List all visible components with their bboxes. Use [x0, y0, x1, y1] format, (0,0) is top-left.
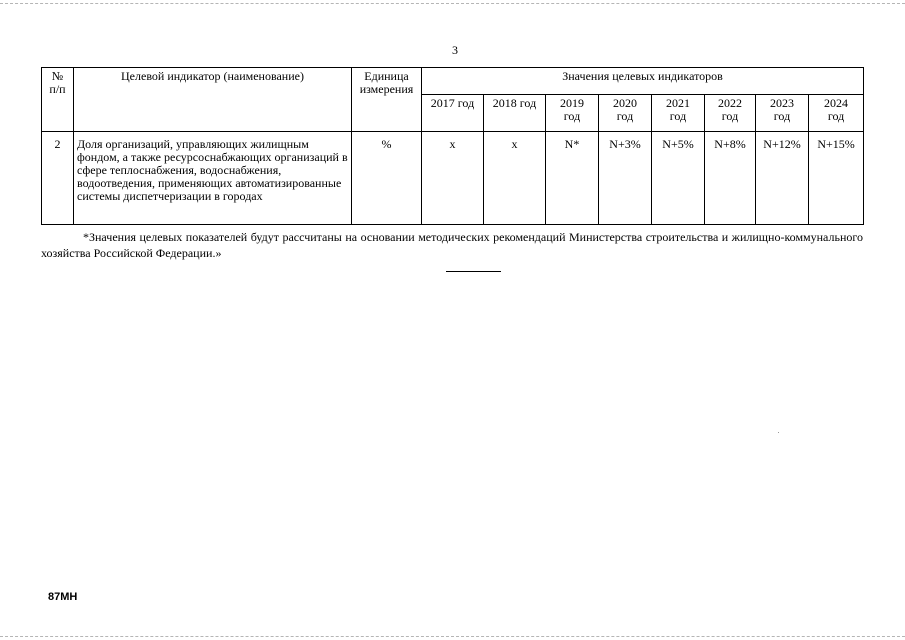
row-value-2021: N+5%	[652, 132, 705, 225]
header-year-2017: 2017 год	[422, 95, 484, 132]
header-indicator: Целевой индикатор (наименование)	[74, 68, 352, 132]
page-top-edge	[0, 3, 905, 4]
header-year-2018: 2018 год	[484, 95, 546, 132]
row-unit: %	[352, 132, 422, 225]
scan-speck	[778, 432, 779, 433]
header-year-2020: 2020 год	[599, 95, 652, 132]
header-year-2022: 2022 год	[705, 95, 756, 132]
table-row	[42, 132, 864, 225]
header-year-2024: 2024 год	[809, 95, 864, 132]
row-value-2018: x	[484, 132, 546, 225]
row-indicator-name: Доля организаций, управляющих жилищным фондом, а также ресурсоснабжающих организаций в сфере теплоснабжения, водоснабжения, водоотведения, применяющих автоматизированные системы диспетчеризации в городах	[74, 132, 352, 225]
document-code: 87МН	[48, 591, 78, 603]
closing-rule	[446, 271, 501, 272]
header-number: № п/п	[42, 68, 74, 132]
row-number: 2	[42, 132, 74, 225]
header-year-2019: 2019 год	[546, 95, 599, 132]
row-value-2022: N+8%	[705, 132, 756, 225]
header-values-group: Значения целевых индикаторов	[422, 68, 864, 95]
header-year-2021: 2021 год	[652, 95, 705, 132]
row-value-2023: N+12%	[756, 132, 809, 225]
footnote: *Значения целевых показателей будут рассчитаны на основании методических рекомендаций Министерства строительства и жилищно-коммунального хозяйства Российской Федерации.»	[41, 230, 863, 260]
page-bottom-edge	[0, 636, 905, 637]
page-number: 3	[452, 43, 458, 57]
row-value-2024: N+15%	[809, 132, 864, 225]
target-indicators-table	[41, 67, 864, 225]
row-value-2020: N+3%	[599, 132, 652, 225]
row-value-2019: N*	[546, 132, 599, 225]
header-year-2023: 2023 год	[756, 95, 809, 132]
table-header-row	[42, 68, 864, 95]
row-value-2017: x	[422, 132, 484, 225]
header-unit: Единица измерения	[352, 68, 422, 132]
